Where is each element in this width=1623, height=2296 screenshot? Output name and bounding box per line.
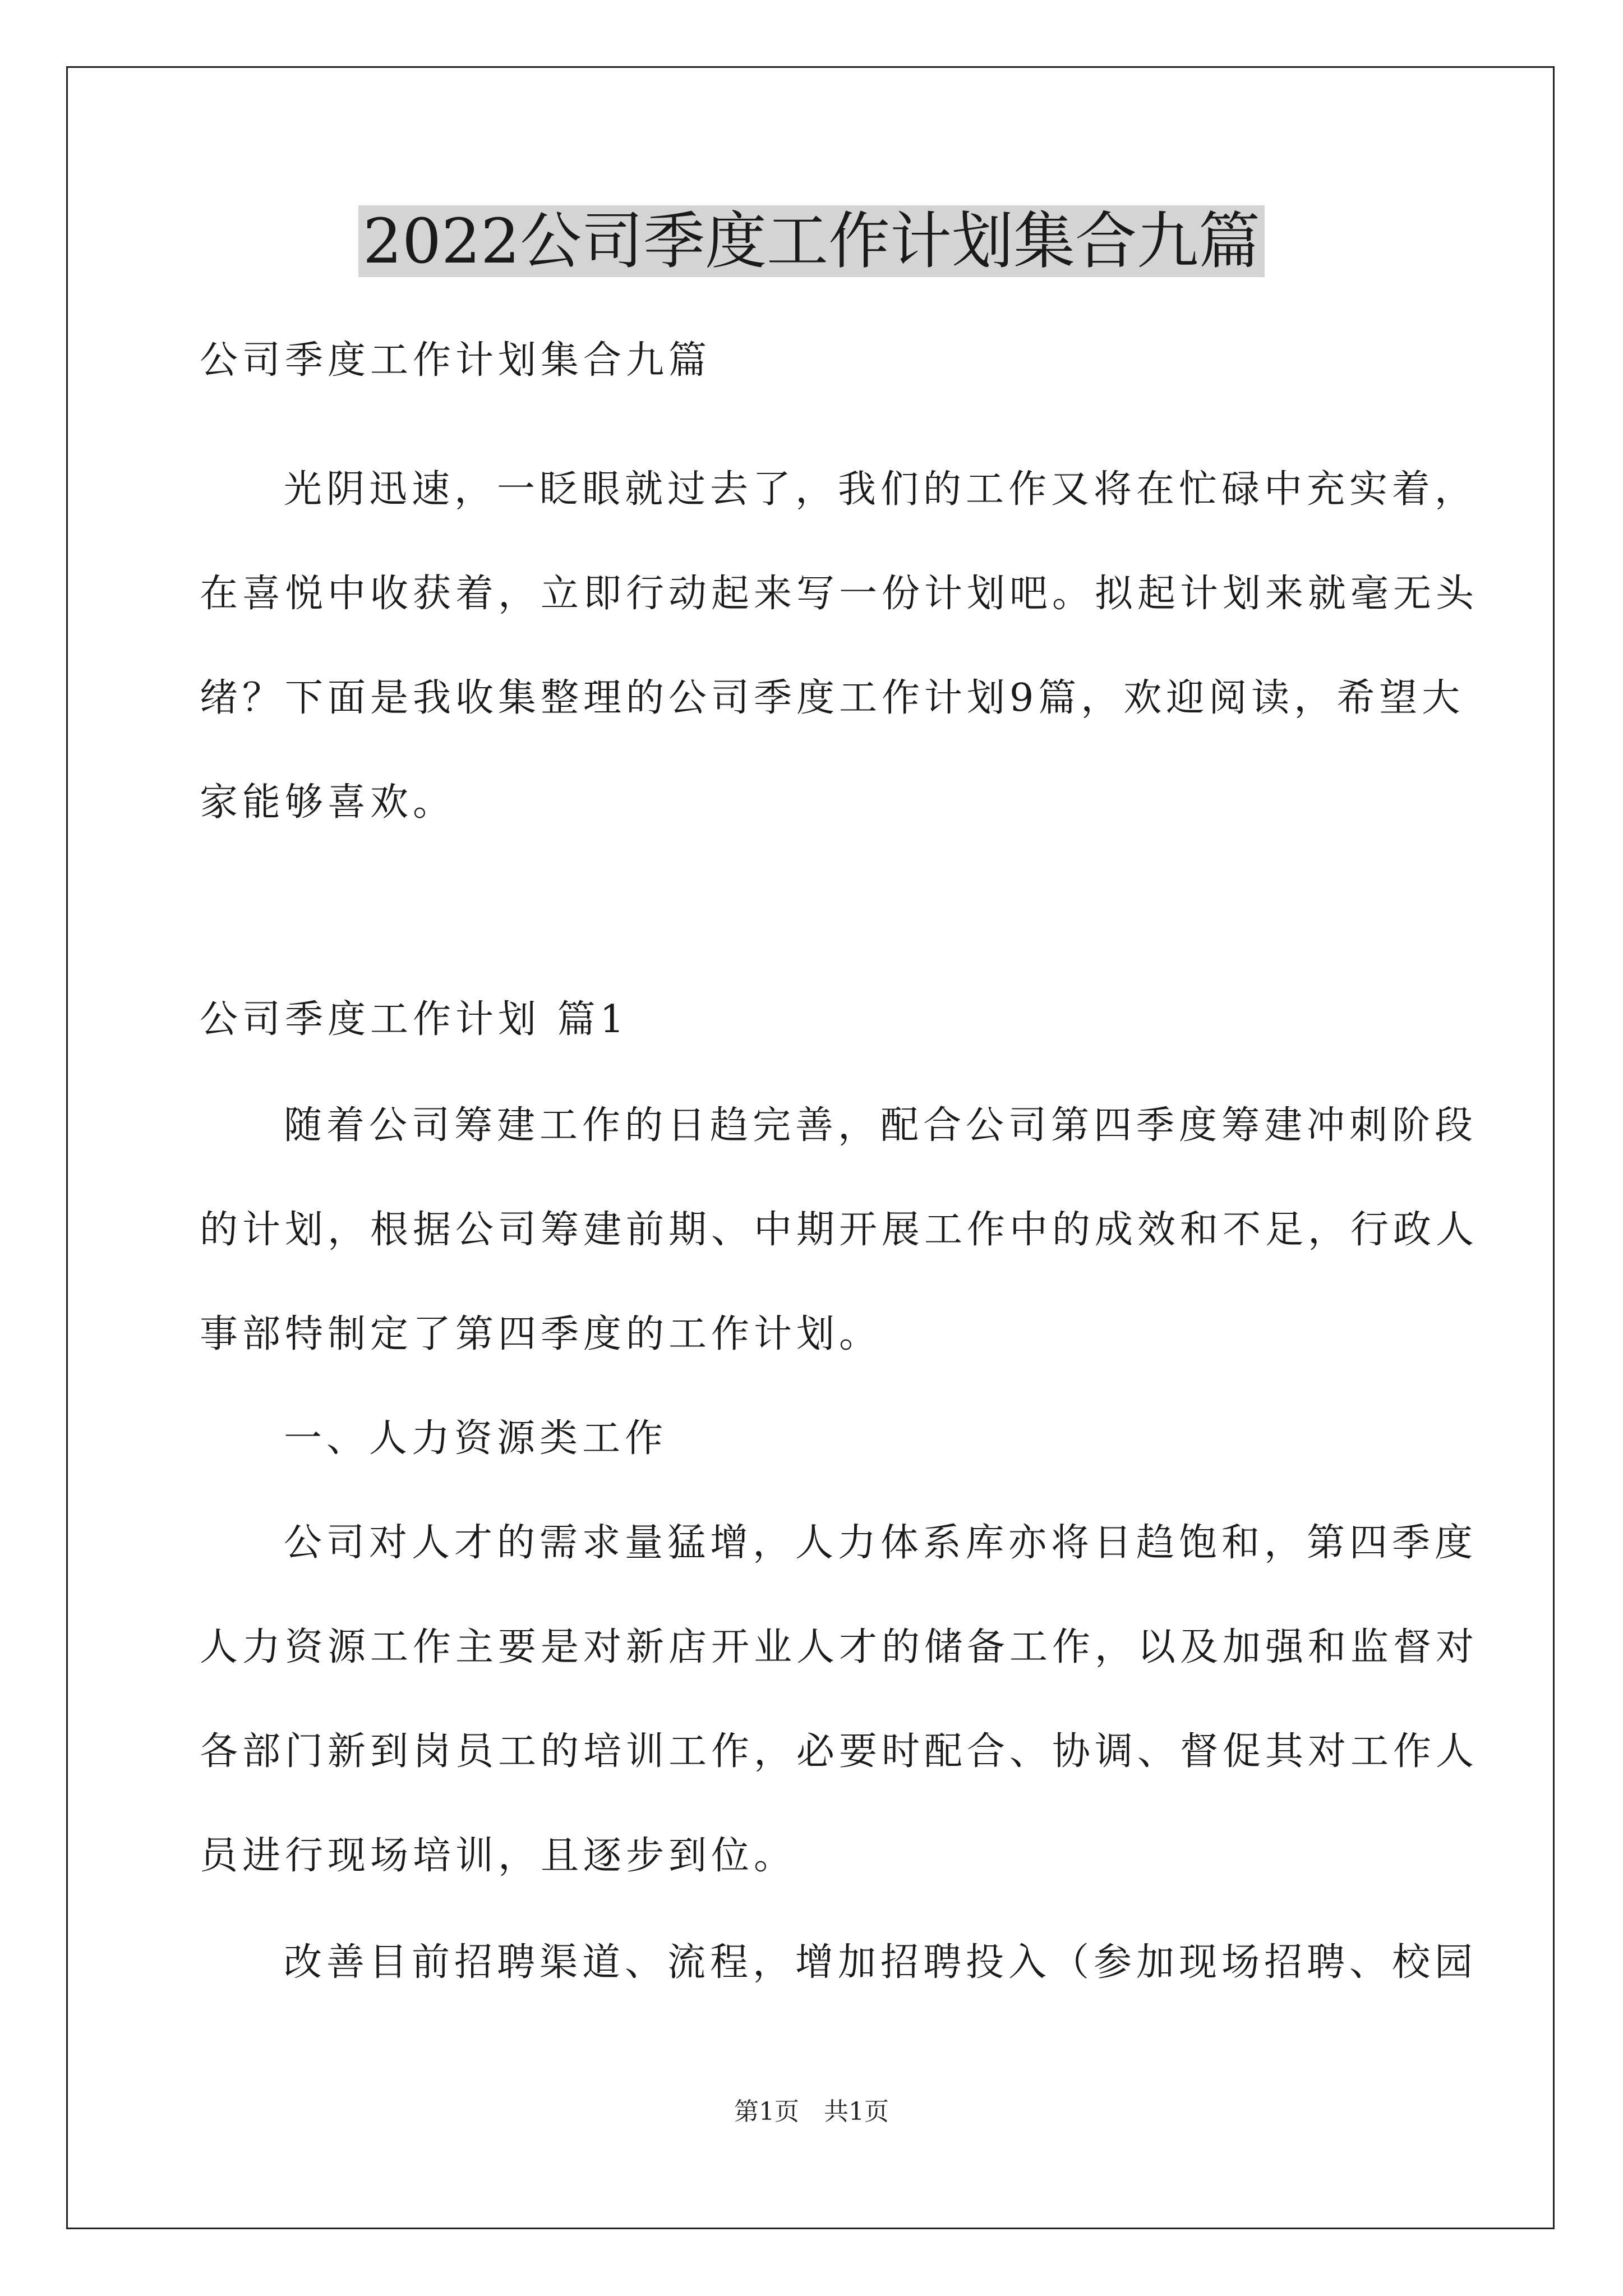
- document-title-text: 2022公司季度工作计划集合九篇: [358, 205, 1265, 277]
- paragraph-line: 公司对人才的需求量猛增，人力体系库亦将日趋饱和，第四季度: [284, 1521, 1478, 1565]
- paragraph-line: 在喜悦中收获着，立即行动起来写一份计划吧。拟起计划来就毫无头: [200, 572, 1479, 616]
- paragraph-line: 光阴迅速，一眨眼就过去了，我们的工作又将在忙碌中充实着，: [284, 467, 1478, 512]
- subsection-heading: 一、人力资源类工作: [284, 1416, 668, 1461]
- document-title: [0, 199, 1623, 283]
- page-footer: 第1页 共1页: [734, 2097, 889, 2126]
- document-subtitle: 公司季度工作计划集合九篇: [200, 338, 712, 383]
- paragraph-line: 各部门新到岗员工的培训工作，必要时配合、协调、督促其对工作人: [200, 1729, 1479, 1774]
- paragraph-line: 家能够喜欢。: [200, 780, 456, 825]
- paragraph-line: 改善目前招聘渠道、流程，增加招聘投入（参加现场招聘、校园: [284, 1940, 1478, 1985]
- paragraph-line: 事部特制定了第四季度的工作计划。: [200, 1312, 882, 1356]
- paragraph-line: 的计划，根据公司筹建前期、中期开展工作中的成效和不足，行政人: [200, 1208, 1479, 1252]
- section-heading: 公司季度工作计划 篇1: [200, 997, 629, 1042]
- paragraph-line: 绪？下面是我收集整理的公司季度工作计划9篇，欢迎阅读，希望大: [200, 676, 1465, 720]
- paragraph-line: 随着公司筹建工作的日趋完善，配合公司第四季度筹建冲刺阶段: [284, 1103, 1478, 1148]
- paragraph-line: 员进行现场培训，且逐步到位。: [200, 1834, 797, 1878]
- paragraph-line: 人力资源工作主要是对新店开业人才的储备工作，以及加强和监督对: [200, 1625, 1479, 1669]
